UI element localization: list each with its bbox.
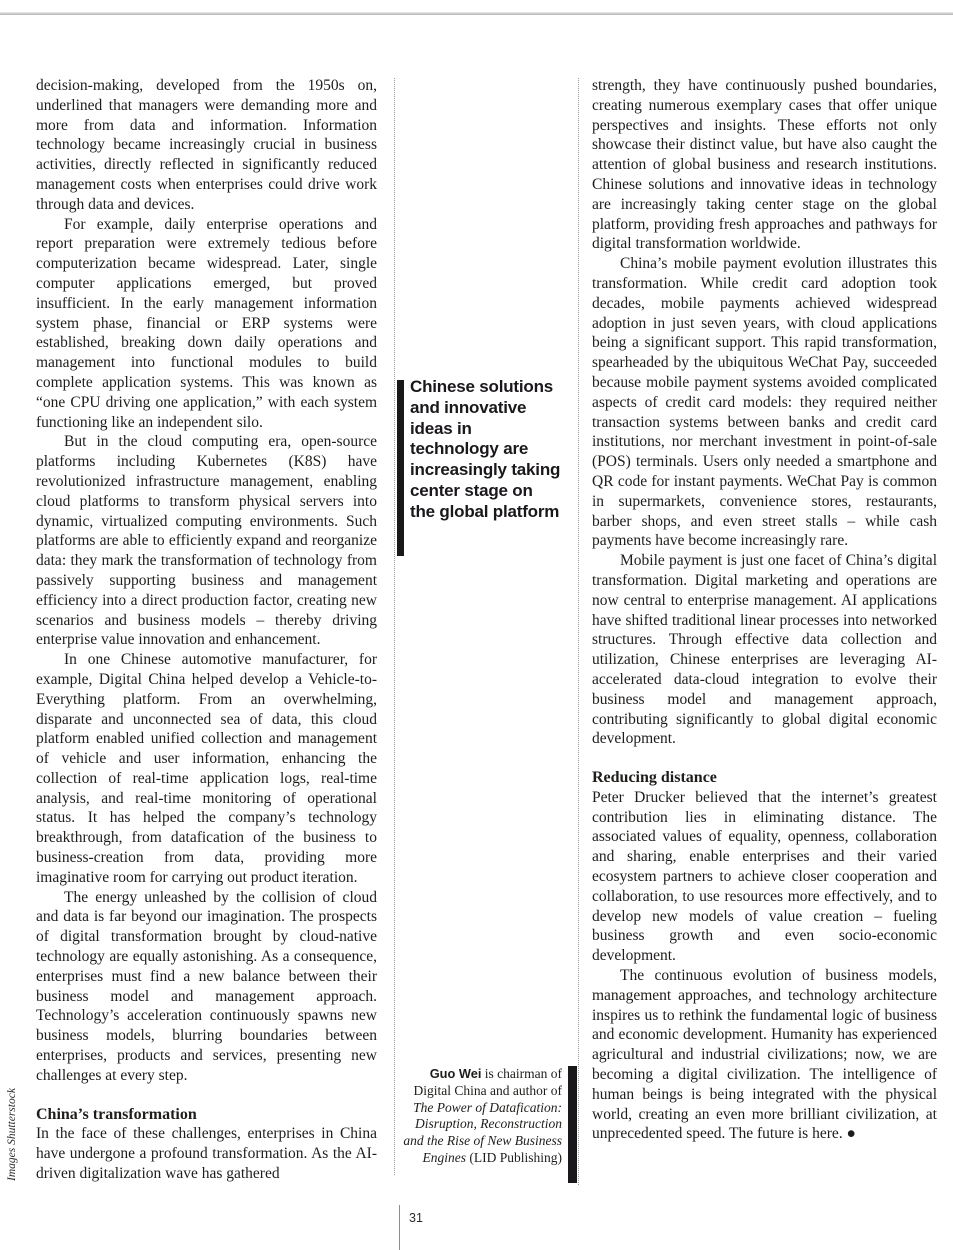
section-heading: Reducing distance	[592, 769, 717, 787]
pull-quote-bar	[397, 380, 404, 556]
body-paragraph: The energy unleashed by the collision of cloud and data is far beyond our imagination. The prospects of digital transformation brought by cloud-native technology are equally astonishing. As a consequence, enterprises must find a new balance between their business model and management approach. Technology’s acceleration continuously spawns new business models, blurring boundaries between enterprises, products and services, presenting new challenges at every step.	[36, 888, 377, 1084]
body-paragraph: The continuous evolution of business models, management approaches, and technology architecture inspires us to rethink the fundamental logic of business and economic development. Humanity has experienced agricultural and industrial civilizations; now, we are becoming a digital civilization. The intelligence of human beings is being integrated with the physical world, creating an even more brilliant civilization, at unprecedented speed. The future is here. ●	[592, 967, 937, 1143]
photo-credit: Images Shutterstock	[6, 1088, 18, 1181]
author-bio	[396, 1066, 562, 1167]
body-paragraph: In one Chinese automotive manufacturer, for example, Digital China helped develop a Vehicle-to-Everything platform. From an overwhelming, disparate and unconnected sea of data, this cloud platform enabled unified collection and management of vehicle and user information, enhancing the collection of real-time application logs, real-time analysis, and real-time monitoring of operational status. It has helped the company’s technology breakthrough, from datafication of the business to business-creation from data, providing more imaginative room for carrying out product iteration.	[36, 651, 377, 886]
column-divider-right	[578, 78, 579, 1185]
page-number: 31	[409, 1211, 423, 1225]
body-paragraph: But in the cloud computing era, open-source platforms including Kubernetes (K8S) have revolutionized infrastructure management, enabling cloud platforms to transform physical servers into dynamic, virtualized computing environments. Such platforms are able to efficiently expand and reorganize data: they mark the transformation of technology from passively supporting business and management efficiency into a direct production factor, creating new scenarios and business models – thereby driving enterprise value innovation and enhancement.	[36, 433, 377, 649]
article-end-icon: ●	[842, 1125, 856, 1143]
author-bio-text: is chairman of Digital China and author of	[413, 1066, 562, 1098]
column-divider-left	[394, 78, 395, 1175]
body-paragraph: decision-making, developed from the 1950s on, underlined that managers were demanding more and more from data and information. Information technology became increasingly crucial in business activities, directly reflected in significantly reduced management costs when enterprises could drive work through data and devices.	[36, 77, 377, 213]
section-heading: China’s transformation	[36, 1105, 197, 1123]
pull-quote-text: Chinese solutions and innovative ideas in technology are increasingly taking center stage on the global platform	[410, 377, 561, 521]
article-column-left	[36, 76, 377, 1184]
book-title: The Power of Datafication: Disruption, Reconstruction and the Rise of New Business Engines	[403, 1099, 562, 1165]
body-paragraph: For example, daily enterprise operations and report preparation were extremely tedious before computerization became widespread. Later, single computer applications emerged, but proved insufficient. In the early management information system phase, financial or ERP systems were established, breaking down daily operations and management into functional modules to build complete application systems. This was known as “one CPU driving one application,” with each system functioning like an independent silo.	[36, 215, 377, 431]
body-paragraph: China’s mobile payment evolution illustrates this transformation. While credit card adoption took decades, mobile payments achieved widespread adoption in just seven years, with cloud applications being a significant support. This rapid transformation, spearheaded by the ubiquitous WeChat Pay, succeeded because mobile payment systems avoided complicated aspects of credit card models: they required neither transaction systems between banks and credit card institutions, nor merchant investment in point-of-sale (POS) terminals. Users only needed a smartphone and QR code for instant payments. WeChat Pay is common in supermarkets, convenience stores, restaurants, barber shops, and even street stalls – while cash payments have become increasingly rare.	[592, 255, 937, 550]
footer-rule	[399, 1205, 400, 1250]
publisher: (LID Publishing)	[466, 1149, 562, 1165]
body-paragraph: In the face of these challenges, enterprises in China have undergone a profound transformation. As the AI-driven digitalization wave has gathered	[36, 1125, 377, 1183]
author-name: Guo Wei	[429, 1066, 482, 1081]
body-paragraph: Mobile payment is just one facet of China’s digital transformation. Digital marketing and operations are now central to enterprise management. AI applications have shifted traditional linear processes into networked structures. Through effective data collection and utilization, Chinese enterprises are leveraging AI-accelerated data-cloud integration to evolve their business model and management approach, contributing significantly to global digital economic development.	[592, 552, 937, 748]
body-paragraph: Peter Drucker believed that the internet’s greatest contribution lies in eliminating distance. The associated values of equality, openness, collaboration and sharing, enable enterprises and their varied ecosystem partners to achieve closer cooperation and collaboration, to use resources more effectively, and to develop new models of value creation – fueling business growth and even socio-economic development.	[592, 788, 937, 965]
pull-quote	[397, 377, 569, 523]
article-column-right	[592, 76, 937, 1144]
author-bio-bar	[568, 1066, 577, 1183]
top-rule	[0, 12, 953, 15]
body-paragraph: strength, they have continuously pushed boundaries, creating numerous exemplary cases that offer unique perspectives and insights. These efforts not only showcase their distinct value, but have also caught the attention of global business and research institutions. Chinese solutions and innovative ideas in technology are increasingly taking center stage on the global platform, providing fresh approaches and pathways for digital transformation worldwide.	[592, 77, 937, 253]
